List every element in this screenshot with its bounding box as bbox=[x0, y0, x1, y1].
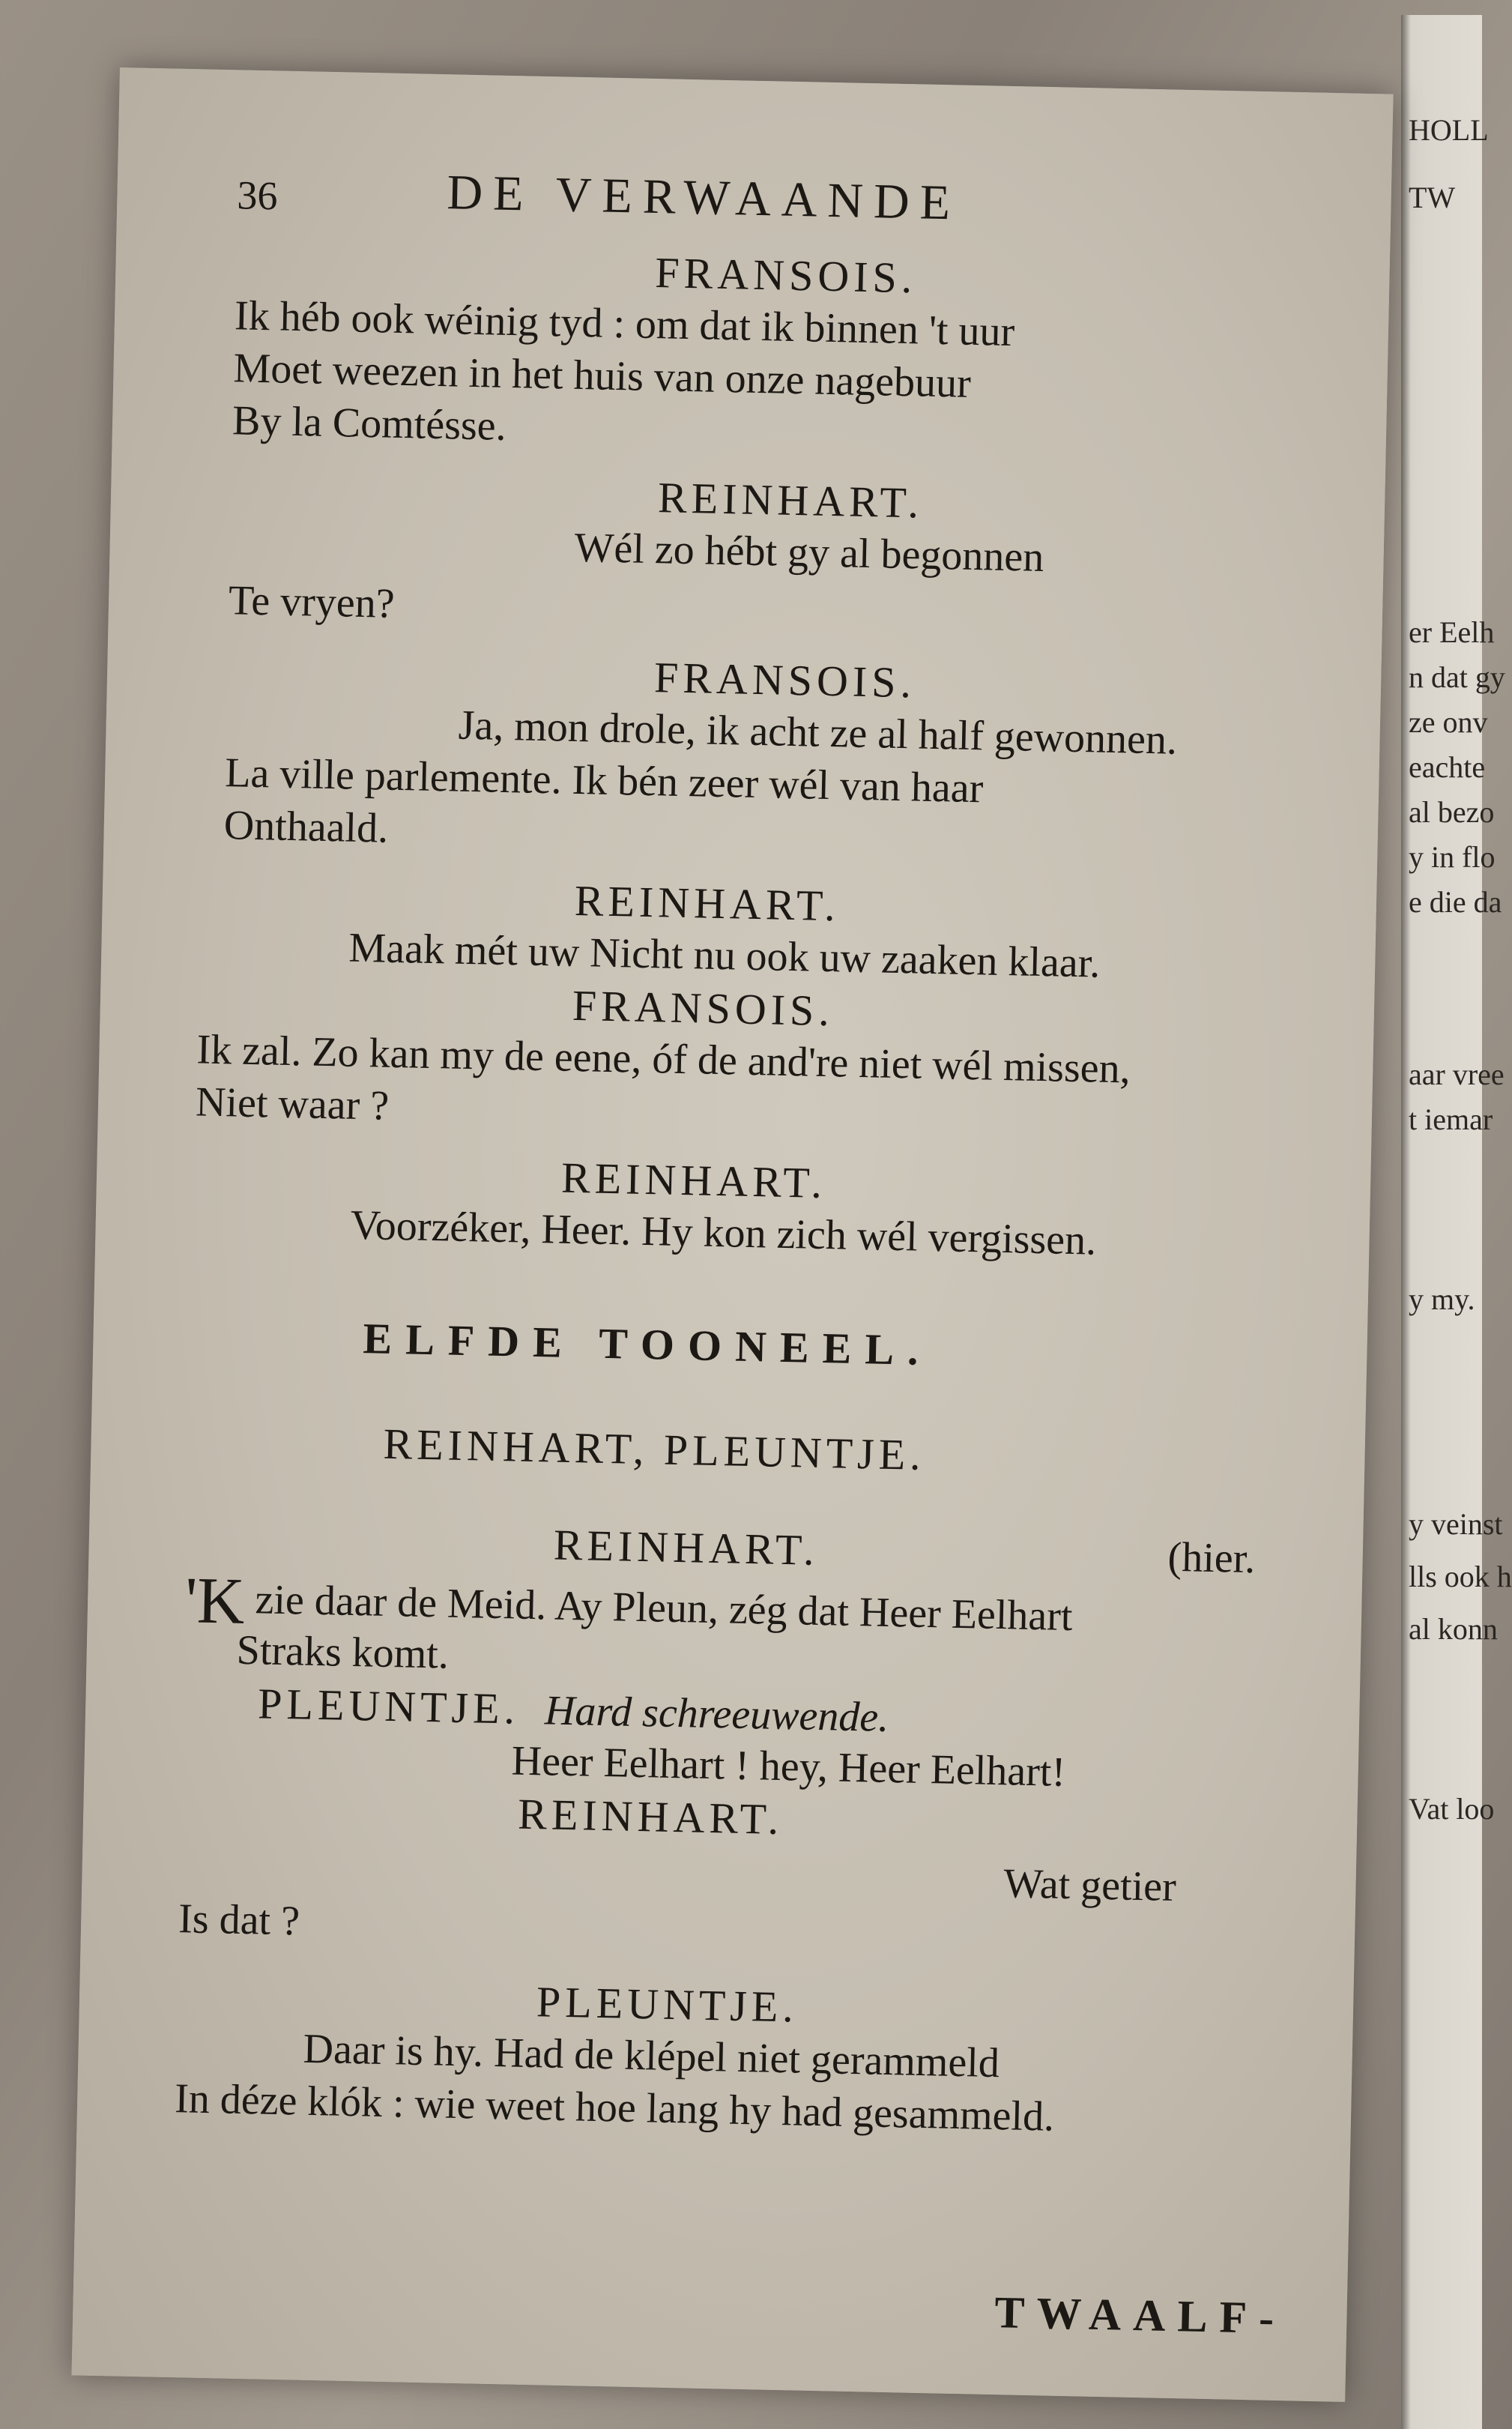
verse-line: Voorzéker, Heer. Hy kon zich wél vergissen. bbox=[350, 1201, 1097, 1264]
speaker-name: PLEUNTJE. bbox=[536, 1977, 799, 2032]
facing-page-fragment: TW bbox=[1409, 181, 1456, 214]
running-title: DE VERWAANDE bbox=[446, 165, 961, 231]
verse-line: Onthaald. bbox=[223, 802, 389, 852]
scene-heading: ELFDE TOONEEL. bbox=[362, 1314, 933, 1375]
facing-page-fragment: n dat gy bbox=[1409, 660, 1505, 694]
verse-line: By la Comtésse. bbox=[232, 397, 507, 450]
speaker-name: FRANSOIS. bbox=[572, 980, 835, 1036]
verse-line: Ja, mon drole, ik acht ze al half gewonnen. bbox=[458, 701, 1178, 764]
verse-line: Heer Eelhart ! hey, Heer Eelhart! bbox=[511, 1737, 1066, 1796]
verse-line: Niet waar ? bbox=[195, 1078, 390, 1129]
facing-page-fragment: HOLL bbox=[1409, 113, 1489, 147]
verse-line: (hier. bbox=[1167, 1533, 1256, 1583]
facing-page-fragment: y veinst bbox=[1409, 1507, 1503, 1541]
speaker-line bbox=[257, 1679, 889, 1741]
verse-line: Maak mét uw Nicht nu ook uw zaaken klaar. bbox=[348, 924, 1101, 987]
verse-line: Ik zal. Zo kan my de eene, óf de and're niet wél missen, bbox=[196, 1026, 1131, 1093]
page-number: 36 bbox=[236, 172, 279, 219]
verse-line: Daar is hy. Had de klépel niet gerammeld bbox=[303, 2025, 1000, 2087]
facing-page-fragment: al konn bbox=[1409, 1612, 1498, 1646]
speaker-name: REINHART. bbox=[574, 875, 841, 931]
facing-page-fragment: lls ook h bbox=[1409, 1560, 1512, 1593]
facing-page-fragment: er Eelh bbox=[1409, 615, 1495, 649]
facing-page-fragment: ze onv bbox=[1409, 705, 1488, 739]
speaker-name: REINHART. bbox=[560, 1153, 827, 1208]
facing-page-fragment: Vat loo bbox=[1409, 1792, 1495, 1826]
verse-text: zie daar de Meid. Ay Pleun, zég dat Heer Eelhart bbox=[254, 1576, 1074, 1641]
facing-page-fragment: aar vree bbox=[1409, 1057, 1505, 1091]
facing-page bbox=[1401, 15, 1512, 2429]
verse-line: Is dat ? bbox=[178, 1895, 300, 1945]
speaker-name: FRANSOIS. bbox=[654, 248, 917, 303]
facing-page-fragment: y in flo bbox=[1409, 840, 1496, 874]
speaker-name: FRANSOIS. bbox=[653, 653, 916, 707]
stage-direction: Hard schreeuwende. bbox=[544, 1687, 889, 1741]
catchword: TWAALF- bbox=[994, 2287, 1286, 2344]
facing-page-fragment: t iemar bbox=[1409, 1102, 1493, 1136]
verse-line: Te vryen? bbox=[228, 577, 396, 627]
facing-page-fragment: eachte bbox=[1409, 750, 1486, 784]
verse-line: Ik héb ook wéinig tyd : om dat ik binnen 't uur bbox=[234, 292, 1015, 356]
verse-line: La ville parlemente. Ik bén zeer wél van haar bbox=[224, 749, 984, 812]
speaker-name: REINHART. bbox=[517, 1789, 784, 1844]
scene-characters: REINHART, PLEUNTJE. bbox=[382, 1419, 926, 1479]
book-page bbox=[71, 67, 1393, 2402]
verse-line: Straks komt. bbox=[236, 1626, 450, 1678]
verse-line: Moet weezen in het huis van onze nagebuur bbox=[232, 345, 972, 407]
speaker-name: PLEUNTJE. bbox=[257, 1679, 520, 1734]
facing-page-fragment: al bezo bbox=[1409, 795, 1495, 829]
drop-cap: 'K bbox=[184, 1564, 246, 1638]
verse-line: Wat getier bbox=[1003, 1860, 1177, 1911]
facing-page-fragment: y my. bbox=[1409, 1282, 1475, 1316]
speaker-name: REINHART. bbox=[657, 473, 924, 528]
verse-line: In déze klók : wie weet hoe lang hy had gesammeld. bbox=[174, 2075, 1055, 2140]
facing-page-fragment: e die da bbox=[1409, 885, 1502, 919]
speaker-name: REINHART. bbox=[553, 1520, 820, 1575]
verse-line: Wél zo hébt gy al begonnen bbox=[574, 524, 1044, 581]
